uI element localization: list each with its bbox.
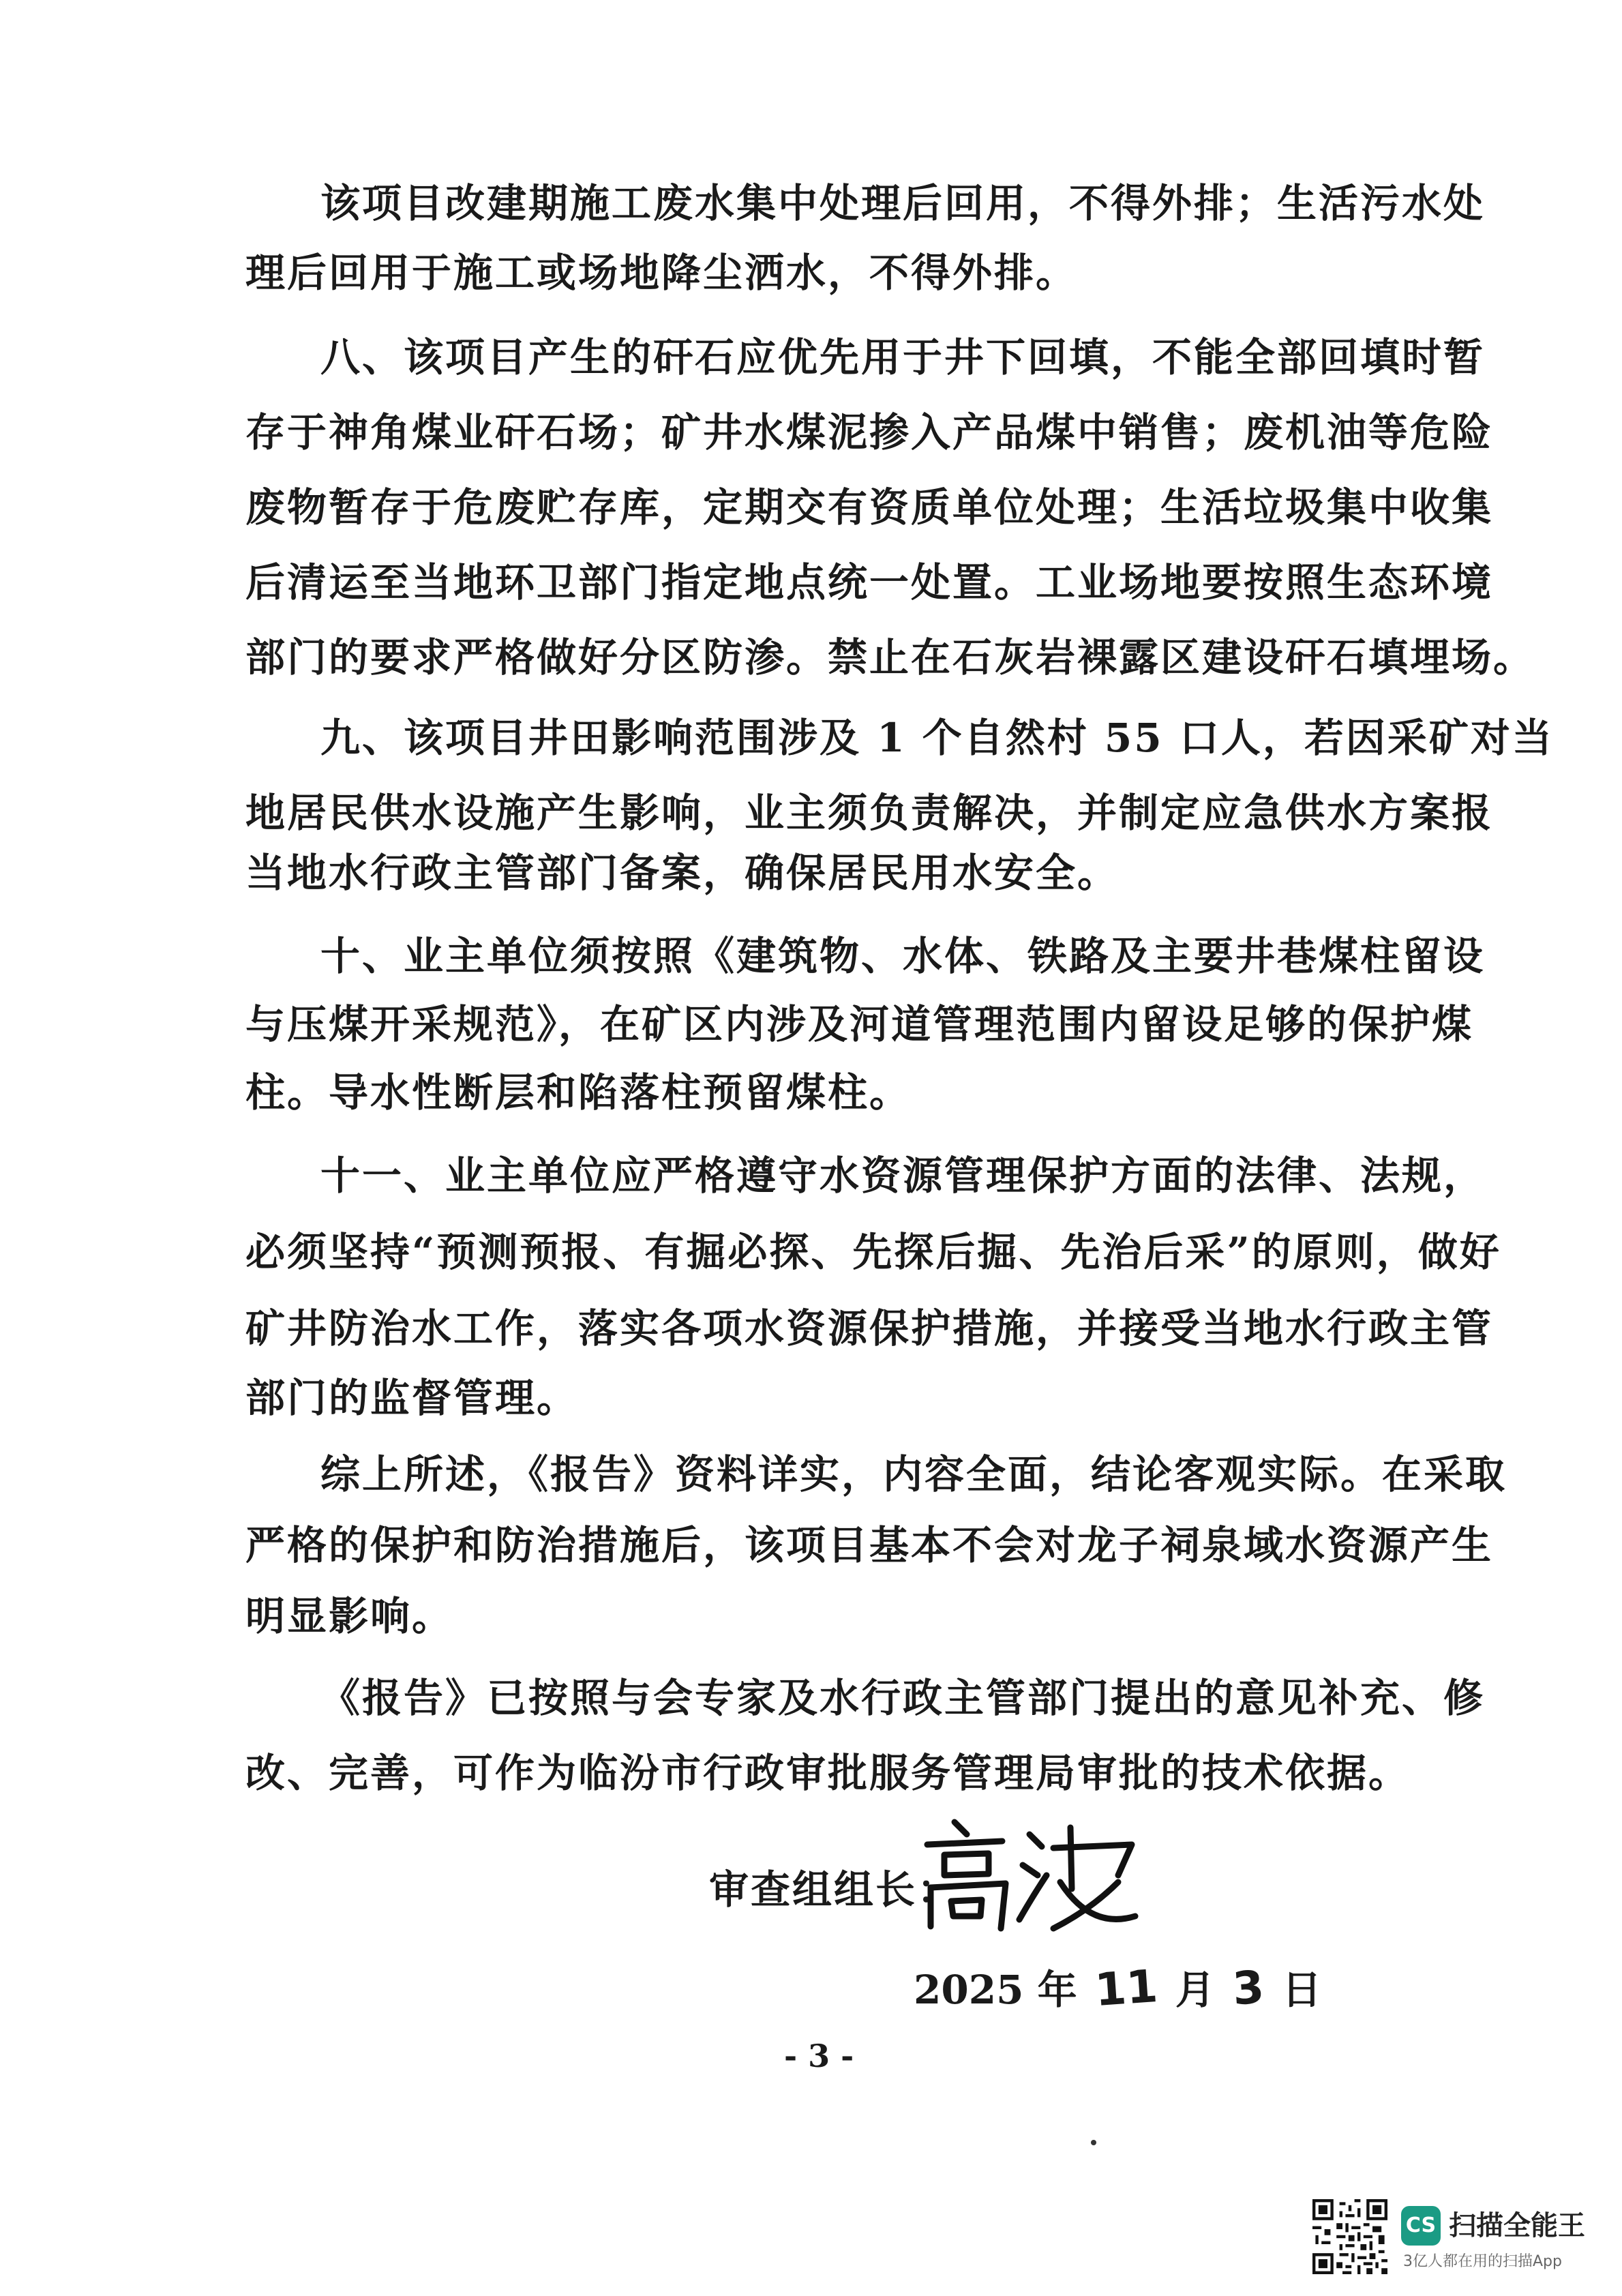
body-line: 改、完善，可作为临汾市行政审批服务管理局审批的技术依据。 <box>245 1750 1411 1796</box>
body-line: 该项目改建期施工废水集中处理后回用，不得外排；生活污水处 <box>320 180 1486 226</box>
body-line: 《报告》已按照与会专家及水行政主管部门提出的意见补充、修 <box>320 1675 1486 1721</box>
body-line: 矿井防治水工作，落实各项水资源保护措施，并接受当地水行政主管 <box>245 1305 1494 1352</box>
body-line: 当地水行政主管部门备案，确保居民用水安全。 <box>245 850 1120 896</box>
camscanner-logo-icon: CS <box>1401 2206 1441 2246</box>
body-line: 九、该项目井田影响范围涉及 1 个自然村 55 口人，若因采矿对当 <box>320 715 1554 761</box>
date-month-suffix: 月 <box>1175 1967 1215 2013</box>
body-line: 十、业主单位须按照《建筑物、水体、铁路及主要井巷煤柱留设 <box>320 933 1486 979</box>
date-month: 11 <box>1093 1959 1160 2017</box>
signing-date <box>914 1959 1322 2017</box>
date-day: 3 <box>1231 1960 1266 2016</box>
body-line: 严格的保护和防治措施后，该项目基本不会对龙子祠泉域水资源产生 <box>245 1522 1494 1568</box>
qr-code-icon <box>1312 2199 1387 2274</box>
handwritten-signature <box>914 1807 1145 1937</box>
body-line: 部门的要求严格做好分区防渗。禁止在石灰岩裸露区建设矸石填埋场。 <box>245 634 1535 681</box>
date-year: 2025 <box>914 1967 1024 2013</box>
date-day-suffix: 日 <box>1282 1967 1322 2013</box>
scan-speck <box>1091 2140 1096 2145</box>
page-number: - 3 - <box>784 2038 854 2074</box>
body-line: 部门的监督管理。 <box>245 1375 579 1421</box>
body-line: 八、该项目产生的矸石应优先用于井下回填，不能全部回填时暂 <box>320 334 1486 381</box>
body-line: 必须坚持“预测预报、有掘必探、先探后掘、先治后采”的原则，做好 <box>245 1229 1501 1275</box>
scanner-app-name: 扫描全能王 <box>1449 2210 1585 2241</box>
date-year-suffix: 年 <box>1037 1967 1077 2013</box>
body-line: 十一、业主单位应严格遵守水资源管理保护方面的法律、法规， <box>320 1152 1486 1199</box>
body-line: 地居民供水设施产生影响，业主须负责解决，并制定应急供水方案报 <box>245 790 1494 836</box>
body-line: 后清运至当地环卫部门指定地点统一处置。工业场地要按照生态环境 <box>245 559 1494 606</box>
signature-label: 审查组组长： <box>709 1866 959 1913</box>
body-line: 存于神角煤业矸石场；矿井水煤泥掺入产品煤中销售；废机油等危险 <box>245 409 1494 456</box>
body-line: 明显影响。 <box>245 1593 454 1639</box>
scanner-app-tagline: 3亿人都在用的扫描App <box>1403 2253 1562 2270</box>
body-line: 柱。导水性断层和陷落柱预留煤柱。 <box>245 1069 912 1116</box>
body-line: 与压煤开采规范》，在矿区内涉及河道管理范围内留设足够的保护煤 <box>245 1001 1474 1047</box>
body-line: 综上所述，《报告》资料详实，内容全面，结论客观实际。在采取 <box>320 1451 1507 1497</box>
body-line: 废物暂存于危废贮存库，定期交有资质单位处理；生活垃圾集中收集 <box>245 484 1494 531</box>
body-line: 理后回用于施工或场地降尘洒水，不得外排。 <box>245 250 1078 296</box>
